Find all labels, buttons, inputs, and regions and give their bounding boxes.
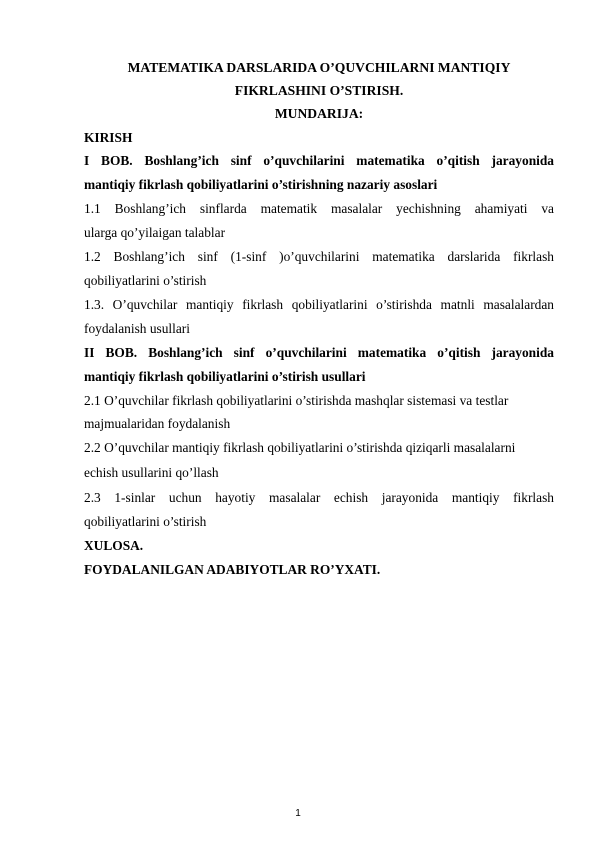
toc-section-2-3-line-1: 2.3 1-sinlar uchun hayotiy masalalar echish jarayonida mantiqiy fikrlash bbox=[84, 490, 554, 505]
toc-section-1-1-line-2: ularga qo’yilaigan talablar bbox=[84, 225, 226, 240]
contents-heading: MUNDARIJA: bbox=[274, 106, 364, 121]
toc-section-2-1-line-2: majmualaridan foydalanish bbox=[84, 416, 231, 431]
toc-chapter-2-title-line-2: mantiqiy fikrlash qobiliyatlarini o’stirish usullari bbox=[84, 369, 366, 384]
toc-section-2-1-line-1: 2.1 O’quvchilar fikrlash qobiliyatlarini o’stirishda mashqlar sistemasi va testlar bbox=[84, 393, 509, 408]
toc-references: FOYDALANILGAN ADABIYOTLAR RO’YXATI. bbox=[84, 562, 381, 577]
toc-section-1-2-line-2: qobiliyatlarini o’stirish bbox=[84, 273, 207, 288]
toc-chapter-1-title-line-1: I BOB. Boshlang’ich sinf o’quvchilarini matematika o’qitish jarayonida bbox=[84, 153, 554, 168]
toc-conclusion: XULOSA. bbox=[84, 538, 144, 553]
toc-section-2-2-line-2: echish usullarini qo’llash bbox=[84, 465, 219, 480]
toc-section-2-3-line-2: qobiliyatlarini o’stirish bbox=[84, 514, 207, 529]
toc-section-1-3-line-2: foydalanish usullari bbox=[84, 321, 190, 336]
toc-chapter-2-title-line-1: II BOB. Boshlang’ich sinf o’quvchilarini matematika o’qitish jarayonida bbox=[84, 345, 554, 360]
toc-chapter-1-title-line-2: mantiqiy fikrlash qobiliyatlarini o’stirishning nazariy asoslari bbox=[84, 177, 438, 192]
toc-section-1-3-line-1: 1.3. O’quvchilar mantiqiy fikrlash qobiliyatlarini o’stirishda matnli masalalardan bbox=[84, 297, 554, 312]
toc-introduction: KIRISH bbox=[84, 130, 133, 145]
toc-section-1-1-line-1: 1.1 Boshlang’ich sinflarda matematik masalalar yechishning ahamiyati va bbox=[84, 201, 554, 216]
page-number: 1 bbox=[295, 808, 301, 819]
document-title-line-2: FIKRLASHINI O’STIRISH. bbox=[234, 83, 404, 98]
toc-section-2-2-line-1: 2.2 O’quvchilar mantiqiy fikrlash qobiliyatlarini o’stirishda qiziqarli masalalarni bbox=[84, 440, 516, 455]
toc-section-1-2-line-1: 1.2 Boshlang’ich sinf (1-sinf )o’quvchilarini matematika darslarida fikrlash bbox=[84, 249, 554, 264]
document-title-line-1: MATEMATIKA DARSLARIDA O’QUVCHILARNI MANTIQIY bbox=[127, 60, 511, 75]
